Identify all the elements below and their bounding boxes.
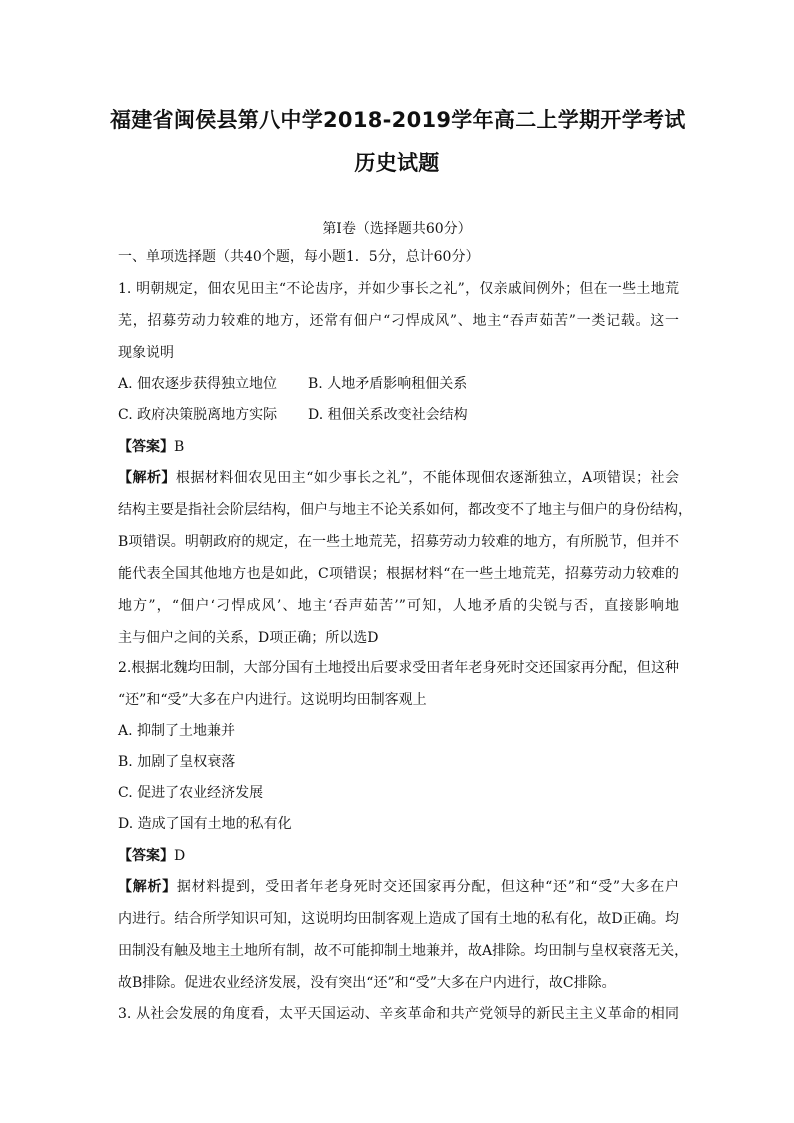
analysis-label: 【解析】 — [118, 470, 176, 486]
question-2-analysis-line: 故B排除。促进农业经济发展，没有突出“还”和“受”大多在户内进行，故C排除。 — [118, 975, 616, 991]
answer-value: B — [174, 439, 185, 455]
analysis-label: 【解析】 — [118, 879, 177, 895]
question-2-option-c: C. 促进了农业经济发展 — [118, 785, 264, 801]
question-2-stem-line: 2.根据北魏均田制，大部分国有土地授出后要求受田者年老身死时交还国家再分配，但这种 — [118, 660, 679, 676]
question-2-option-d: D. 造成了国有土地的私有化 — [118, 816, 292, 832]
question-1-stem-line: 现象说明 — [118, 345, 174, 361]
document-title: 福建省闽侯县第八中学2018-2019学年高二上学期开学考试 — [110, 108, 686, 132]
question-1-stem-line: 芜，招募劳动力较难的地方，还常有佃户“刁悍成风”、地主“吞声茹苦”一类记载。这一 — [118, 313, 679, 329]
analysis-text: 据材料提到，受田者年老身死时交还国家再分配，但这种“还”和“受”大多在户 — [176, 879, 679, 895]
section-header: 第Ⅰ卷（选择题共60分） — [322, 221, 472, 237]
question-1-stem-line: 1. 明朝规定，佃农见田主“不论齿序，并如少事长之礼”，仅亲戚间例外；但在一些土地荒 — [118, 281, 679, 297]
question-2-option-b: B. 加剧了皇权衰落 — [118, 754, 236, 770]
question-2-option-a: A. 抑制了土地兼并 — [118, 723, 236, 739]
question-2-answer — [118, 846, 185, 866]
question-1-option-c: C. 政府决策脱离地方实际 — [118, 407, 278, 423]
question-1-answer — [118, 437, 184, 457]
answer-label: 【答案】 — [118, 439, 174, 455]
question-1-option-d: D. 租佃关系改变社会结构 — [308, 407, 468, 423]
question-1-option-a: A. 佃农逐步获得独立地位 — [118, 376, 278, 392]
question-2-stem-line: “还”和“受”大多在户内进行。这说明均田制客观上 — [118, 692, 427, 708]
question-2-analysis-line — [118, 877, 679, 897]
answer-label: 【答案】 — [118, 848, 174, 864]
question-1-option-b: B. 人地矛盾影响租佃关系 — [308, 376, 468, 392]
part-header: 一、单项选择题（共40个题，每小题1．5分，总计60分） — [118, 249, 480, 265]
question-1-analysis-line: 主与佃户之间的关系，D项正确；所以选D — [118, 630, 379, 646]
analysis-text: 根据材料佃农见田主“如少事长之礼”，不能体现佃农逐渐独立，A项错误；社会 — [175, 470, 679, 486]
question-1-analysis-line: B项错误。明朝政府的规定，在一些土地荒芜，招募劳动力较难的地方，有所脱节，但并不 — [118, 534, 679, 550]
document-subtitle: 历史试题 — [354, 151, 440, 175]
question-3-stem-line: 3. 从社会发展的角度看，太平天国运动、辛亥革命和共产党领导的新民主主义革命的相同 — [118, 1006, 679, 1022]
question-2-analysis-line: 田制没有触及地主土地所有制，故不可能抑制土地兼并，故A排除。均田制与皇权衰落无关， — [118, 943, 689, 959]
question-1-analysis-line: 地方”，“佃户‘刁悍成风’、地主‘吞声茹苦’”可知，人地矛盾的尖锐与否，直接影响地 — [118, 598, 679, 614]
question-2-analysis-line: 内进行。结合所学知识可知，这说明均田制客观上造成了国有土地的私有化，故D正确。均 — [118, 911, 679, 927]
question-1-analysis-line — [118, 468, 679, 488]
answer-value: D — [174, 848, 186, 864]
question-1-analysis-line: 能代表全国其他地方也是如此，C项错误；根据材料“在一些土地荒芜，招募劳动力较难的 — [118, 566, 679, 582]
question-1-analysis-line: 结构主要是指社会阶层结构，佃户与地主不论关系如何，都改变不了地主与佃户的身份结构， — [118, 502, 692, 518]
